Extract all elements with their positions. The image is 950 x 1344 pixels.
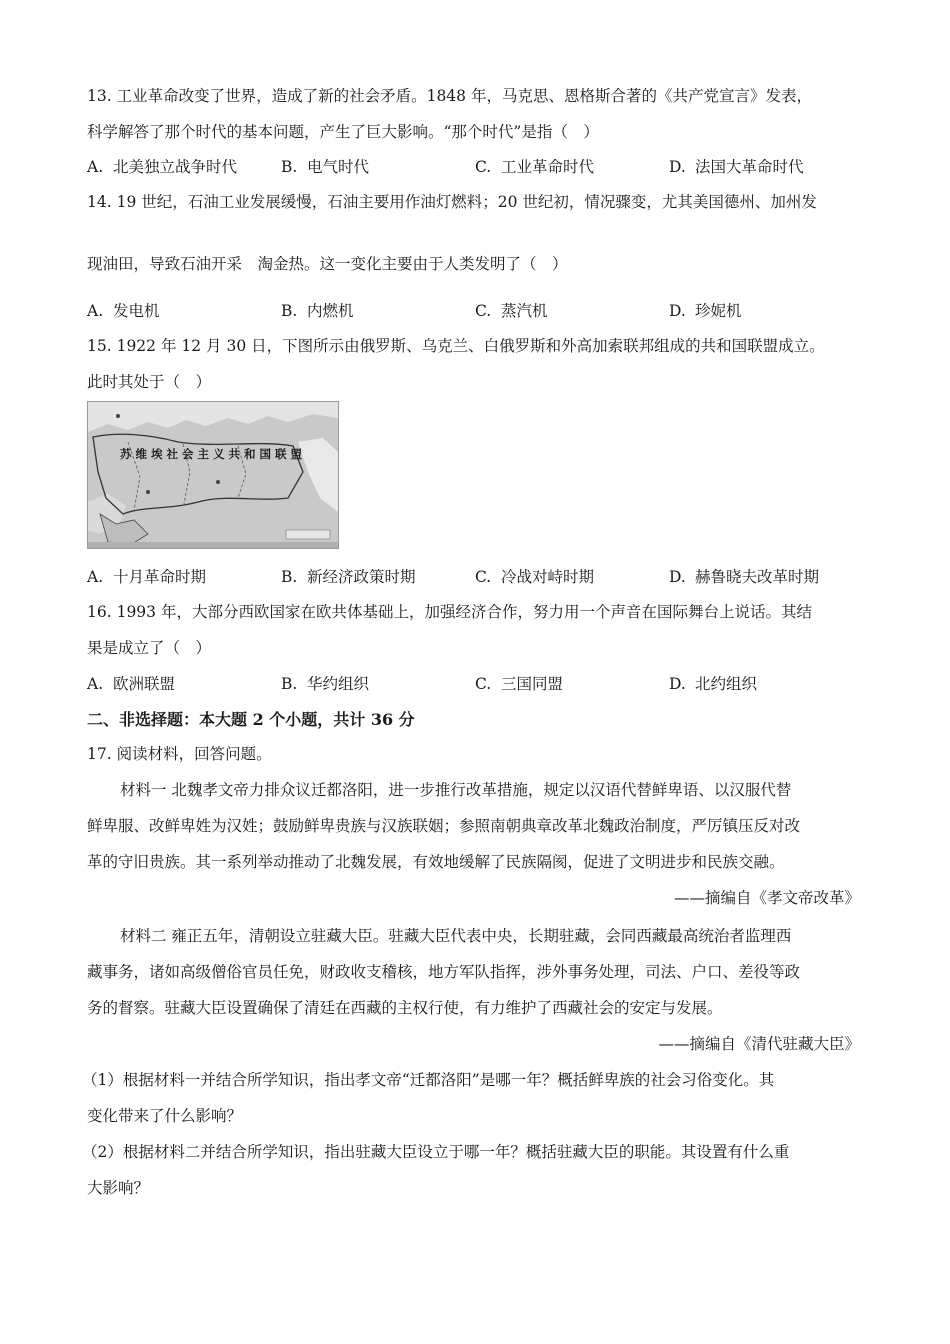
map-title: 苏维埃社会主义共和国联盟	[120, 447, 306, 461]
option-text: 珍妮机	[695, 302, 742, 320]
option-text: 三国同盟	[501, 675, 564, 693]
option-text: 北约组织	[695, 675, 758, 693]
q16-stem-line1: 16. 1993 年，大部分西欧国家在欧共体基础上，加强经济合作，努力用一个声音在国际舞台上说话。其结	[87, 603, 812, 621]
q13-stem-line1: 13. 工业革命改变了世界，造成了新的社会矛盾。1848 年，马克思、恩格斯合著的《共产党宣言》发表，	[87, 87, 812, 105]
material2-line2: 藏事务，诸如高级僧俗官员任免，财政收支稽核，地方军队指挥，涉外事务处理，司法、户口、差役等政	[87, 963, 801, 981]
q17-intro: 17. 阅读材料，回答问题。	[87, 745, 272, 763]
option-letter: A.	[87, 158, 104, 176]
q17-sub1-line1: （1）根据材料一并结合所学知识，指出孝文帝“迁都洛阳”是哪一年？概括鲜卑族的社会习俗变化。其	[82, 1071, 775, 1089]
material1-line2: 鲜卑服、改鲜卑姓为汉姓；鼓励鲜卑贵族与汉族联姻；参照南朝典章改革北魏政治制度，严厉镇压反对改	[87, 817, 801, 835]
option-letter: A.	[87, 568, 104, 586]
option-text: 工业革命时代	[501, 158, 595, 176]
q15-option-a	[87, 565, 206, 587]
material2-line1: 材料二 雍正五年，清朝设立驻藏大臣。驻藏大臣代表中央，长期驻藏，会同西藏最高统治者监理西	[120, 927, 792, 945]
material1-source: ——摘编自《孝文帝改革》	[673, 889, 860, 907]
option-text: 新经济政策时期	[307, 568, 416, 586]
option-letter: D.	[669, 158, 686, 176]
q13-option-d	[669, 155, 804, 177]
city-dot	[216, 480, 220, 484]
option-text: 内燃机	[307, 302, 354, 320]
option-text: 电气时代	[307, 158, 370, 176]
section-heading: 二、非选择题：本大题 2 个小题，共计 36 分	[87, 710, 415, 729]
q16-option-b	[281, 672, 369, 694]
q14-option-b	[281, 299, 354, 321]
option-letter: C.	[475, 158, 492, 176]
q15-stem-line2: 此时其处于（ ）	[87, 373, 212, 391]
option-letter: D.	[669, 568, 686, 586]
map-graphic	[88, 402, 338, 548]
q16-option-c	[475, 672, 563, 694]
option-text: 欧洲联盟	[113, 675, 176, 693]
q16-stem-line2: 果是成立了（ ）	[87, 639, 212, 657]
option-text: 冷战对峙时期	[501, 568, 595, 586]
city-dot	[116, 414, 120, 418]
option-letter: C.	[475, 302, 492, 320]
material2-source: ——摘编自《清代驻藏大臣》	[658, 1035, 860, 1053]
option-letter: B.	[281, 568, 298, 586]
option-text: 法国大革命时代	[695, 158, 804, 176]
option-letter: C.	[475, 568, 492, 586]
q15-option-b	[281, 565, 416, 587]
q14-option-c	[475, 299, 548, 321]
q13-option-b	[281, 155, 369, 177]
q16-option-d	[669, 672, 757, 694]
q15-stem-line1: 15. 1922 年 12 月 30 日，下图所示由俄罗斯、乌克兰、白俄罗斯和外高加索联邦组成的共和国联盟成立。	[87, 337, 825, 355]
q17-sub1-line2: 变化带来了什么影响？	[87, 1107, 243, 1125]
q15-option-c	[475, 565, 594, 587]
map-legend-box	[286, 530, 330, 539]
option-letter: D.	[669, 302, 686, 320]
option-text: 发电机	[113, 302, 160, 320]
q14-option-d	[669, 299, 742, 321]
option-letter: B.	[281, 158, 298, 176]
option-text: 十月革命时期	[113, 568, 207, 586]
material2-line3: 务的督察。驻藏大臣设置确保了清廷在西藏的主权行使，有力维护了西藏社会的安定与发展。	[87, 999, 723, 1017]
option-text: 北美独立战争时代	[113, 158, 238, 176]
q13-option-a	[87, 155, 237, 177]
q14-stem-line1: 14. 19 世纪，石油工业发展缓慢，石油主要用作油灯燃料；20 世纪初，情况骤变，尤其美国德州、加州发	[87, 193, 817, 211]
ussr-map-image	[87, 401, 339, 549]
option-text: 华约组织	[307, 675, 370, 693]
city-dot	[146, 490, 150, 494]
q15-option-d	[669, 565, 819, 587]
option-letter: B.	[281, 302, 298, 320]
q17-sub2-line1: （2）根据材料二并结合所学知识，指出驻藏大臣设立于哪一年？概括驻藏大臣的职能。其设置有什么重	[82, 1143, 790, 1161]
q14-stem-line2: 现油田，导致石油开采 淘金热。这一变化主要由于人类发明了（ ）	[87, 255, 568, 273]
option-text: 赫鲁晓夫改革时期	[695, 568, 820, 586]
q17-sub2-line2: 大影响？	[87, 1179, 150, 1197]
q13-option-c	[475, 155, 594, 177]
option-text: 蒸汽机	[501, 302, 548, 320]
material1-line1: 材料一 北魏孝文帝力排众议迁都洛阳，进一步推行改革措施，规定以汉语代替鲜卑语、以汉服代替	[120, 781, 792, 799]
q14-option-a	[87, 299, 160, 321]
q16-option-a	[87, 672, 175, 694]
option-letter: D.	[669, 675, 686, 693]
map-bottom-strip	[88, 542, 338, 548]
option-letter: A.	[87, 302, 104, 320]
q13-stem-line2: 科学解答了那个时代的基本问题，产生了巨大影响。“那个时代”是指（ ）	[87, 123, 599, 141]
option-letter: A.	[87, 675, 104, 693]
material1-line3: 革的守旧贵族。其一系列举动推动了北魏发展，有效地缓解了民族隔阂，促进了文明进步和民族交融。	[87, 853, 785, 871]
option-letter: B.	[281, 675, 298, 693]
option-letter: C.	[475, 675, 492, 693]
